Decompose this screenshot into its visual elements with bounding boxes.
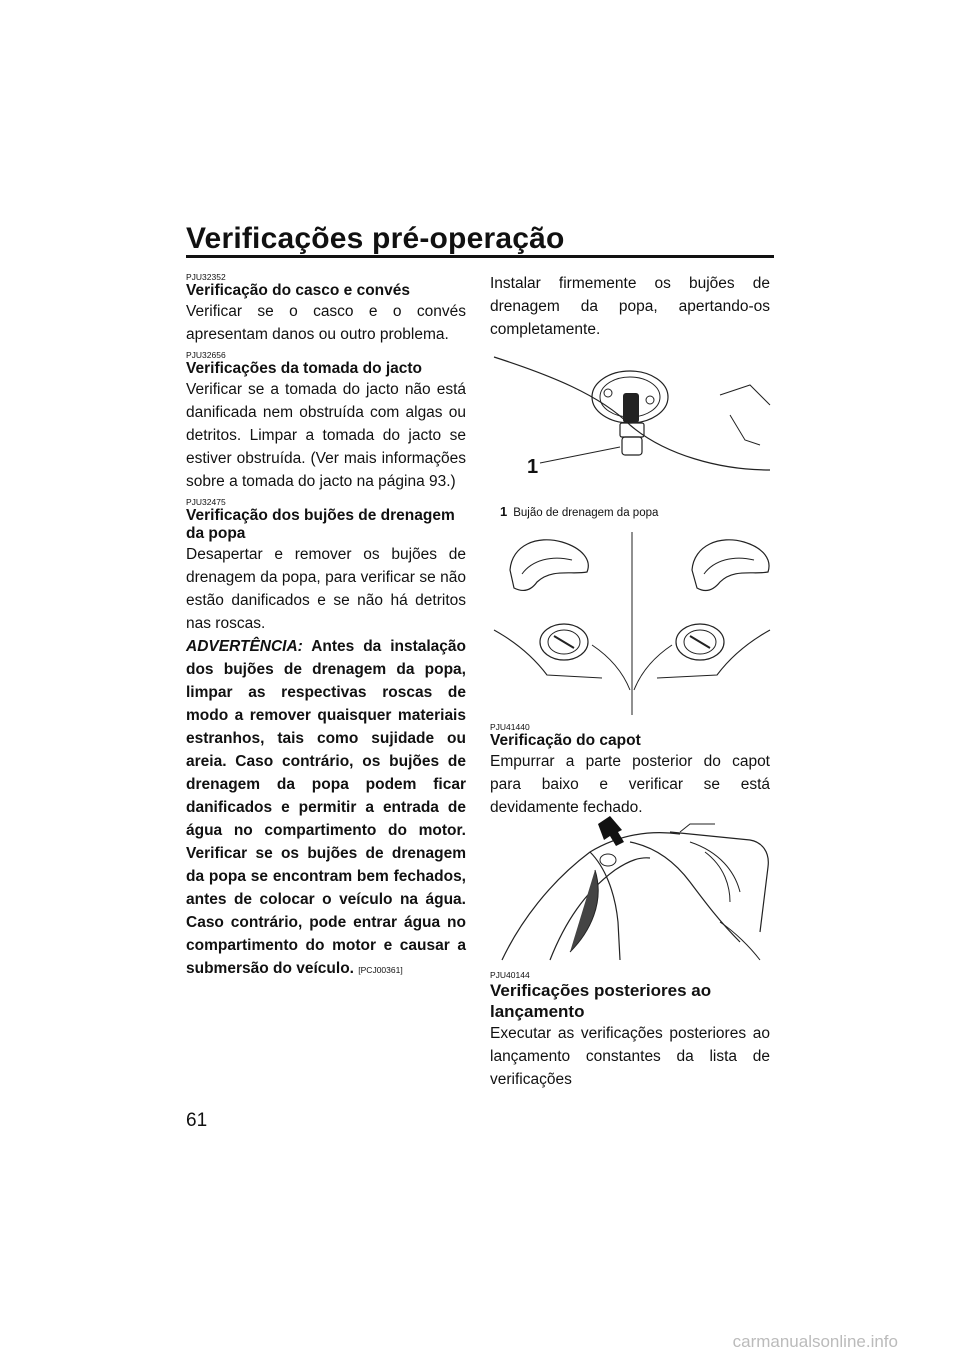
- right-column-hood: [490, 722, 770, 819]
- section-code: PJU32656: [186, 350, 226, 360]
- drain-plug-views-illustration: [492, 530, 772, 715]
- section-heading-post-launch: Verificações posteriores ao lançamento: [490, 981, 712, 1021]
- section-heading-hood: Verificação do capot: [490, 732, 641, 749]
- left-column: [186, 272, 466, 982]
- section-heading-drain-plugs: Verificação dos bujões de drenagem da popa: [186, 507, 455, 542]
- warning-block: [186, 635, 466, 982]
- section-code: PJU40144: [490, 970, 530, 980]
- intro-text: Instalar firmemente os bujões de drenagem da popa, apertando-os completamente.: [490, 275, 770, 338]
- section-heading-jet-intake: Verificações da tomada do jacto: [186, 360, 423, 377]
- section-text-hood: Empurrar a parte posterior do capot para baixo e verificar se está devidamente fechado.: [490, 753, 770, 816]
- section-text-hull: Verificar se o casco e o convés apresentam danos ou outro problema.: [186, 303, 466, 343]
- section-code: PJU32475: [186, 497, 226, 507]
- page-number: 61: [186, 1110, 208, 1131]
- caption-number: 1: [500, 504, 508, 519]
- figure-caption: [500, 504, 658, 519]
- caption-text: Bujão de drenagem da popa: [513, 507, 659, 519]
- section-code: PJU32352: [186, 272, 226, 282]
- section-text-drain-plugs: Desapertar e remover os bujões de drenagem da popa, para verificar se não estão danificados e se não há detritos nas roscas.: [186, 546, 466, 632]
- section-text-jet-intake: Verificar se a tomada do jacto não está danificada nem obstruída com algas ou detritos. Limpar a tomada do jacto se estiver obstruída. (Ver mais informações sobre a tomada do jacto na página 93.): [186, 381, 466, 490]
- warning-label: ADVERTÊNCIA:: [186, 638, 303, 655]
- right-column-intro: [490, 272, 770, 341]
- page-title: Verificações pré-operação: [186, 222, 565, 255]
- section-text-post-launch: Executar as verificações posteriores ao lançamento constantes da lista de verificações: [490, 1025, 770, 1088]
- watermark: carmanualsonline.info: [732, 1332, 898, 1351]
- section-code: PJU41440: [490, 722, 530, 732]
- watercraft-hood-illustration: [490, 812, 775, 962]
- warning-code: [PCJ00361]: [358, 965, 403, 975]
- title-rule: [186, 255, 774, 258]
- callout-1: 1: [527, 456, 539, 478]
- warning-text: Antes da instalação dos bujões de drenagem da popa, limpar as respectivas roscas de modo a remover quaisquer materiais estranhos, tais como sujidade ou areia. Caso contrário, os bujões de drenagem da popa podem ficar danificados e permitir a entrada de água no compartimento do motor. Verificar se os bujões de drenagem da popa se encontram bem fechados, antes de colocar o veículo na água. Caso contrário, pode entrar água no compartimento do motor e causar a submersão do veículo.: [186, 638, 467, 977]
- right-column-post-launch: [490, 970, 770, 1091]
- section-heading-hull: Verificação do casco e convés: [186, 282, 411, 299]
